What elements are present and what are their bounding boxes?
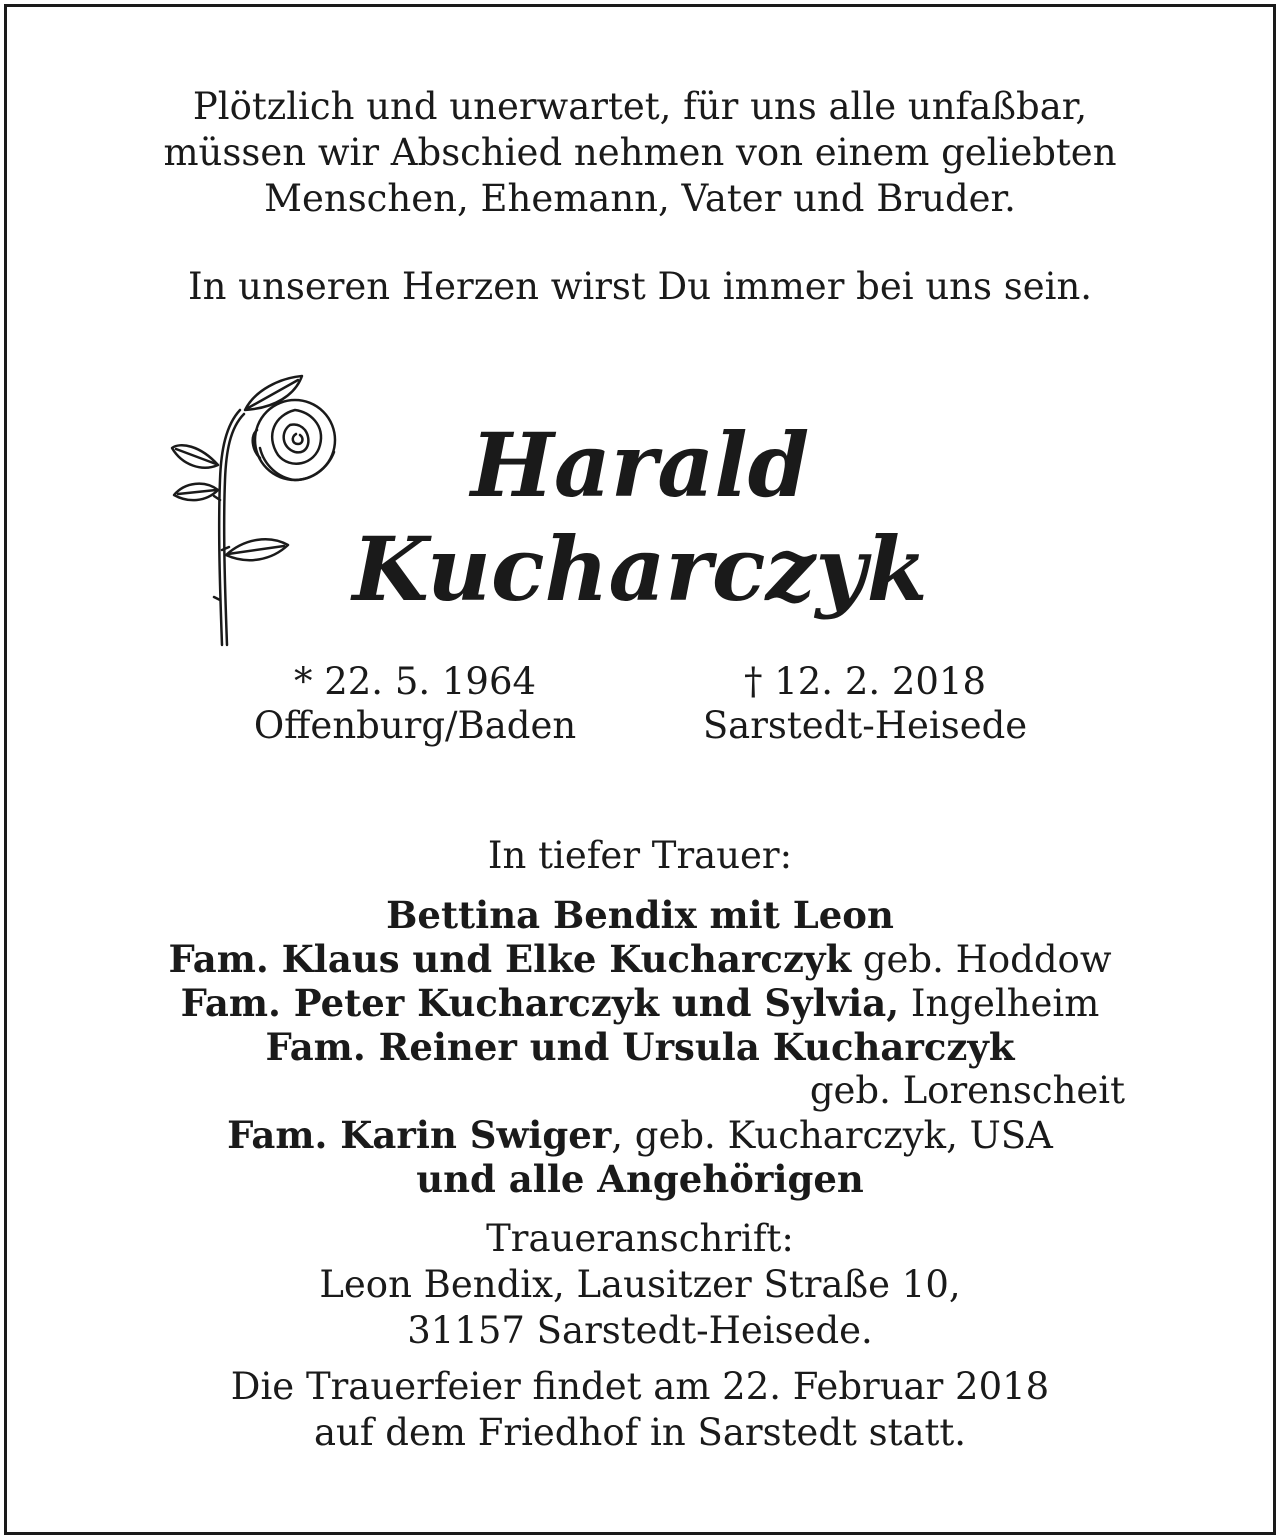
birth-place: Offenburg/Baden: [253, 704, 577, 747]
intro-line-4: In unseren Herzen wirst Du immer bei uns sein.: [187, 265, 1093, 308]
ceremony-line-2: auf dem Friedhof in Sarstedt statt.: [313, 1411, 967, 1454]
mourner-line-2: Fam. Klaus und Elke Kucharczyk geb. Hoddow: [168, 937, 1112, 981]
address-line-2: 31157 Sarstedt-Heisede.: [407, 1309, 873, 1352]
address-heading: Traueranschrift:: [486, 1217, 794, 1260]
mourner-line-1: Bettina Bendix mit Leon: [386, 893, 894, 937]
mourner-line-5: Fam. Karin Swiger, geb. Kucharczyk, USA: [227, 1113, 1053, 1157]
deceased-last-name: Kucharczyk: [352, 517, 928, 621]
address-line-1: Leon Bendix, Lausitzer Straße 10,: [319, 1263, 961, 1306]
ceremony-line-1: Die Trauerfeier findet am 22. Februar 2018: [230, 1365, 1050, 1408]
intro-line-2: müssen wir Abschied nehmen von einem geliebten: [163, 131, 1117, 174]
birth-date: * 22. 5. 1964: [293, 660, 537, 703]
mourner-line-6: und alle Angehörigen: [416, 1157, 864, 1201]
death-date: † 12. 2. 2018: [743, 660, 987, 703]
intro-line-1: Plötzlich und unerwartet, für uns alle unfaßbar,: [192, 85, 1088, 128]
mourners-heading: In tiefer Trauer:: [487, 834, 793, 877]
deceased-first-name: Harald: [470, 413, 810, 517]
mourner-line-3: Fam. Peter Kucharczyk und Sylvia, Ingelheim: [180, 981, 1100, 1025]
mourner-line-4: Fam. Reiner und Ursula Kucharczyk: [265, 1025, 1015, 1069]
mourner-line-4b: geb. Lorenscheit: [809, 1069, 1125, 1112]
intro-line-3: Menschen, Ehemann, Vater und Bruder.: [264, 177, 1016, 220]
death-place: Sarstedt-Heisede: [702, 704, 1028, 747]
